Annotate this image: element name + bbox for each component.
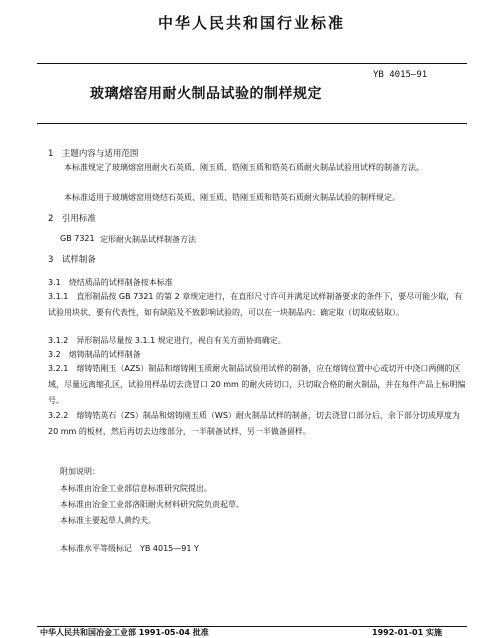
section-3-2-2-text: 3.2.2 熔铸锆英石（ZS）制品和熔铸刚玉质（WS）耐火制品试样的制备，切去浇冒口部分后，余下部分切成厚度为 20 mm 的板材，然后再切去边缘部分，一半制备试样，另一半做备留样。	[48, 411, 460, 436]
section-3-1-heading: 3.1 烧结质品的试样制备按本标准	[48, 278, 173, 287]
section-3-2-heading: 3.2 熔铸制品的试样制备	[48, 350, 141, 359]
industry-standard-title: 中华人民共和国行业标准	[157, 14, 345, 32]
standard-code: YB 4015—91	[373, 70, 428, 80]
notes-line-1: 本标准由冶金工业部信息标准研究院提出。	[60, 484, 212, 493]
notes-heading: 附加说明：	[60, 467, 100, 476]
reference-code: GB 7321	[60, 234, 95, 243]
reference-title: 定形耐火制品试样制备方法	[100, 235, 196, 244]
section-3-2-1-text: 3.2.1 熔铸锆刚玉（AZS）制品和熔铸刚玉质耐火制品试验用试样的制备，应在熔铸位置中心或切开中浇口两侧的区域，尽量远离缩孔区，试验用样品切去浇冒口 20 mm 的耐火砖切口，只切取合格的耐火制品，并在每件产品上标明编号。	[48, 364, 466, 405]
header-divider	[37, 63, 467, 64]
title-divider	[37, 123, 467, 124]
footer-approval: 中华人民共和国冶金工业部 1991-05-04 批准	[40, 628, 209, 637]
section-2-heading: 2 引用标准	[48, 214, 96, 224]
section-3-heading: 3 试样制备	[48, 255, 96, 265]
notes-line-2: 本标准由冶金工业部洛阳耐火材料研究院负责起草。	[60, 500, 244, 509]
section-1-paragraph-2: 本标准适用于玻璃熔窑用烧结石英质、刚玉质、锆刚玉质和锆英石质耐火制品试验的制样规定。	[64, 193, 400, 202]
notes-line-3: 本标准主要起草人黄约夫。	[60, 516, 156, 525]
notes-line-4: 本标准水平等级标记 YB 4015—91 Y	[60, 544, 199, 553]
section-1-paragraph-1: 本标准规定了玻璃熔窑用耐火石英质、刚玉质、锆刚玉质和锆英石质耐火制品试验用试样的制备方法。	[64, 163, 424, 172]
section-3-1-2-text: 3.1.2 异形制品尽量按 3.1.1 规定进行，视自有关方面协商确定。	[48, 336, 286, 345]
document-title: 玻璃熔窑用耐火制品试验的制样规定	[90, 86, 322, 102]
section-1-heading: 1 主题内容与适用范围	[48, 149, 139, 159]
section-3-1-1-text: 3.1.1 直形制品按 GB 7321 的第 2 章规定进行，在直形尺寸许可并满足试样制备要求的条件下，要尽可能少取，有试验用块状、要有代表性，如有缺陷及不致影响试验的，可以在一块制品内：确定取（切取或钻取）。	[48, 292, 463, 317]
footer-effective: 1992-01-01 实施	[372, 628, 442, 637]
